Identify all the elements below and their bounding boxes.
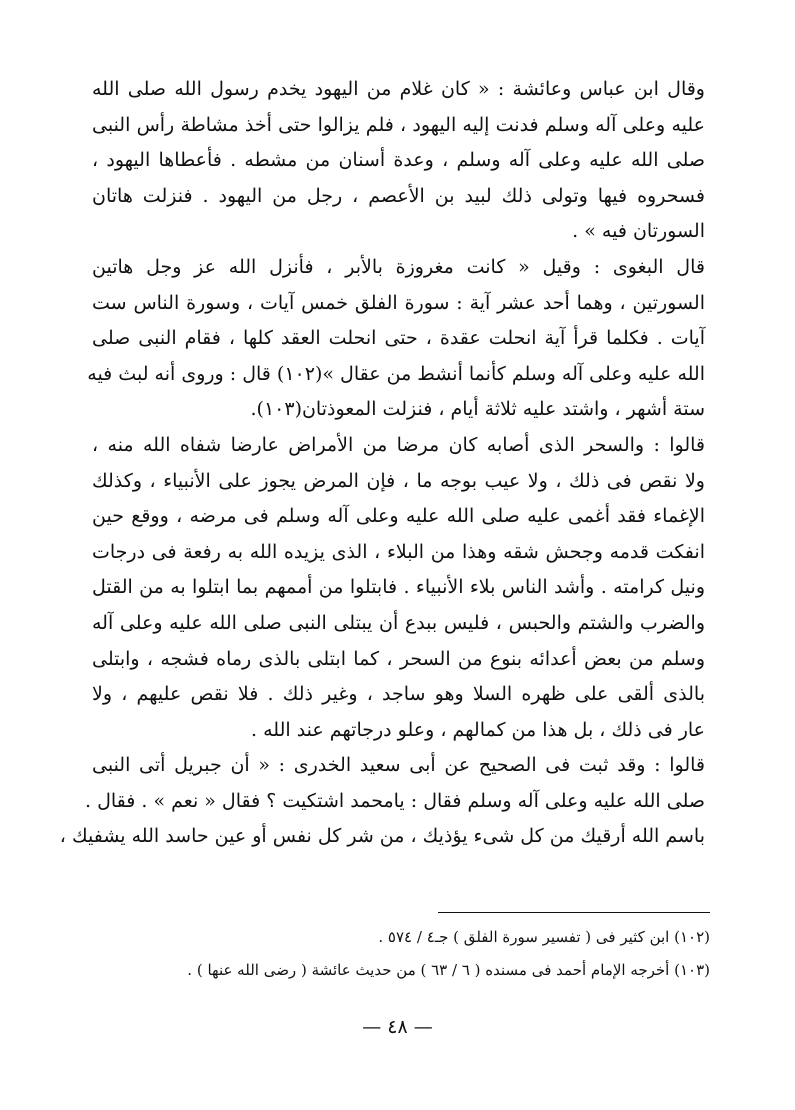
text-line: قال البغوى : وقيل « كانت مغروزة بالأبر ، فأنزل الله عز وجل هاتين — [92, 255, 705, 278]
text-line: عار فى ذلك ، بل هذا من كمالهم ، وعلو درجاتهم عند الله . — [251, 718, 705, 741]
text-line: الله عليه وعلى آله وسلم كأنما أنشط من عقال »(١٠٢) قال : وروى أنه لبث فيه — [87, 362, 705, 385]
paragraph-4 — [59, 748, 705, 855]
text-line: السورتان فيه » . — [572, 220, 705, 243]
text-line: وقال ابن عباس وعائشة : « كان غلام من اليهود يخدم رسول الله صلى الله — [92, 78, 705, 100]
text-line: انفكت قدمه وجحش شقه وهذا من البلاء ، الذى يزيده الله به رفعة فى درجات — [92, 540, 705, 563]
text-line: قالوا : وقد ثبت فى الصحيح عن أبى سعيد الخدرى : « أن جبريل أتى النبى — [92, 754, 705, 777]
text-line: ولا نقص فى ذلك ، ولا عيب بوجه ما ، فإن المرض يجوز على الأنبياء ، وكذلك — [92, 469, 705, 492]
paragraph-1 — [92, 72, 705, 250]
main-text — [59, 72, 705, 855]
text-line: السورتين ، وهما أحد عشر آية : سورة الفلق خمس آيات ، وسورة الناس ست — [92, 291, 705, 314]
text-line: صلى الله عليه وعلى آله وسلم ، وعدة أسنان من مشطه . فأعطاها اليهود ، — [92, 149, 705, 172]
text-line: قالوا : والسحر الذى أصابه كان مرضا من الأمراض عارضا شفاه الله منه ، — [92, 433, 705, 456]
text-line: بالذى ألقى على ظهره السلا وهو ساجد ، وغير ذلك . فلا نقص عليهم ، ولا — [92, 683, 705, 706]
text-line: فسحروه فيها وتولى ذلك لبيد بن الأعصم ، رجل من اليهود . فنزلت هاتان — [92, 184, 705, 207]
page-number: — ٤٨ — — [362, 1016, 433, 1038]
footnote-102: (١٠٢) ابن كثير فى ( تفسير سورة الفلق ) جـ٤ / ٥٧٤ . — [378, 928, 710, 946]
footnote-103: (١٠٣) أخرجه الإمام أحمد فى مسنده ( ٦ / ٦٣ ) من حديث عائشة ( رضى الله عنها ) . — [187, 961, 710, 979]
text-line: صلى الله عليه وعلى آله وسلم فقال : يامحمد اشتكيت ؟ فقال « نعم » . فقال . — [84, 789, 705, 812]
text-line: الإغماء فقد أغمى عليه صلى الله عليه وعلى آله وسلم فى مرضه ، ووقع حين — [92, 505, 705, 528]
paragraph-3 — [92, 428, 705, 748]
text-line: والضرب والشتم والحبس ، فليس ببدع أن يبتلى النبى صلى الله عليه وعلى آله — [92, 611, 705, 634]
text-line: آيات . فكلما قرأ آية انحلت عقدة ، حتى انحلت العقد كلها ، فقام النبى صلى — [92, 327, 705, 350]
text-line: وسلم من بعض أعدائه بنوع من السحر ، كما ابتلى بالذى رماه فشجه ، وابتلى — [92, 647, 705, 670]
text-line: باسم الله أرقيك من كل شىء يؤذيك ، من شر كل نفس أو عين حاسد الله يشفيك ، — [59, 825, 705, 848]
text-line: ستة أشهر ، واشتد عليه ثلاثة أيام ، فنزلت المعوذتان(١٠٣). — [250, 398, 705, 421]
text-line: عليه وعلى آله وسلم فدنت إليه اليهود ، فلم يزالوا حتى أخذ مشاطة رأس النبى — [92, 113, 705, 136]
paragraph-2 — [87, 250, 705, 428]
text-line: ونيل كرامته . وأشد الناس بلاء الأنبياء . فابتلوا من أممهم بما ابتلوا به من القتل — [92, 576, 705, 599]
footnotes — [187, 921, 710, 987]
footnote-divider — [438, 912, 710, 913]
